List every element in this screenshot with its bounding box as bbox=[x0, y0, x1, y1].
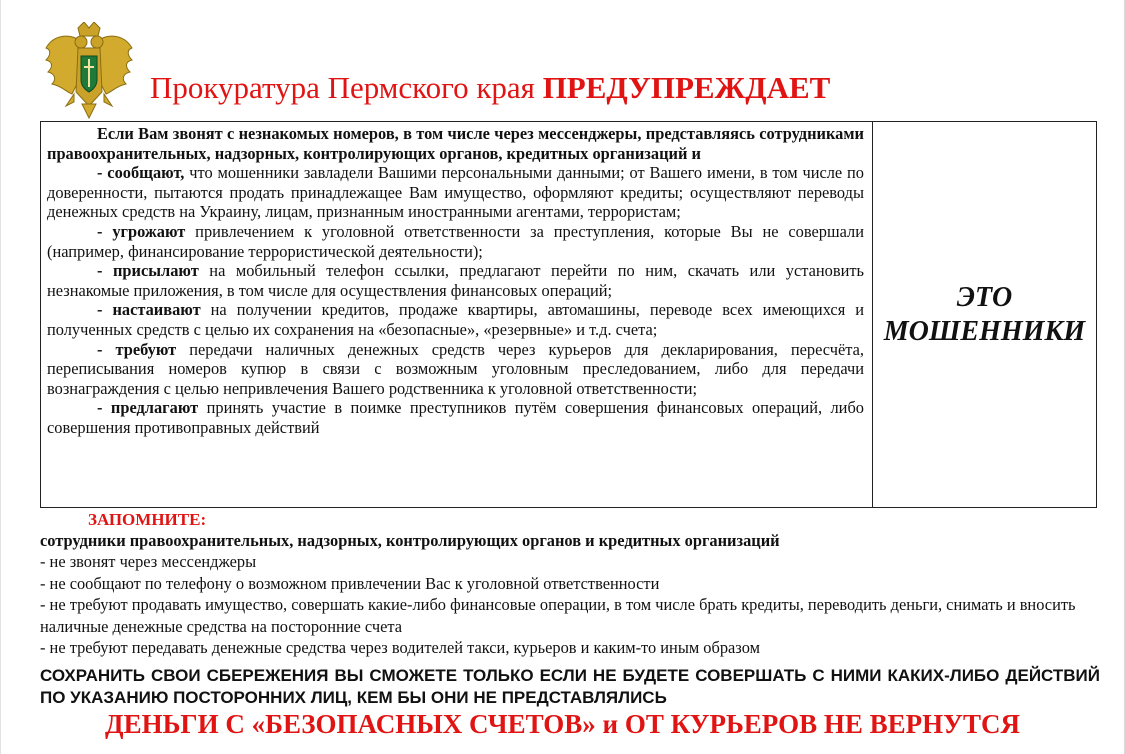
warning-item-verb: - предлагают bbox=[97, 398, 199, 418]
warning-item-verb: - угрожают bbox=[97, 221, 186, 241]
remember-block bbox=[40, 530, 1095, 658]
warning-item-verb: - сообщают, bbox=[97, 163, 185, 183]
remember-point: - не требуют передавать денежные средства через водителей такси, курьеров и каким-то иным образом bbox=[40, 638, 760, 658]
remember-heading: сотрудники правоохранительных, надзорных, контролирующих органов и кредитных организаций bbox=[40, 531, 780, 550]
verdict-cell bbox=[873, 122, 1096, 507]
save-savings-note: СОХРАНИТЬ СВОИ СБЕРЕЖЕНИЯ ВЫ СМОЖЕТЕ ТОЛЬКО ЕСЛИ НЕ БУДЕТЕ СОВЕРШАТЬ С НИМИ КАКИХ-ЛИБО ДЕЙСТВИЙ ПО УКАЗАНИЮ ПОСТОРОННИХ ЛИЦ, КЕМ БЫ ОНИ НЕ ПРЕДСТАВЛЯЛИСЬ bbox=[40, 666, 1100, 707]
warning-item-text: передачи наличных денежных средств через курьеров для декларирования, пересчёта, переписывания номеров купюр в связи с возможным уголовным преследованием, либо для передачи вознаграждения с целью непривлечения Вашего родственника к уголовной ответственности; bbox=[47, 339, 864, 398]
warning-item-text: что мошенники завладели Вашими персональными данными; от Вашего имени, в том числе по доверенности, пытаются продать принадлежащее Вам имущество, оформляют кредиты; осуществляют переводы денежных средств на Украину, лицам, признанным иностранными агентами, террористам; bbox=[47, 163, 864, 222]
warning-item-verb: - настаивают bbox=[97, 300, 201, 320]
warning-item-verb: - присылают bbox=[97, 261, 199, 281]
warning-item-verb: - требуют bbox=[97, 339, 177, 359]
warning-intro bbox=[47, 124, 864, 163]
verdict-line-2: МОШЕННИКИ bbox=[883, 315, 1086, 347]
final-warning: ДЕНЬГИ С «БЕЗОПАСНЫХ СЧЕТОВ» и ОТ КУРЬЕРОВ НЕ ВЕРНУТСЯ bbox=[105, 709, 1020, 739]
title-emphasis: ПРЕДУПРЕЖДАЕТ bbox=[542, 70, 831, 105]
page-title bbox=[150, 70, 830, 106]
warning-item-text: на получении кредитов, продаже квартиры, автомашины, переводе всех имеющихся и полученных средств с целью их сохранения на «безопасные», «резервные» и т.д. счета; bbox=[47, 300, 864, 339]
remember-point: - не требуют продавать имущество, совершать какие-либо финансовые операции, в том числе брать кредиты, переводить деньги, снимать и вносить наличные денежные средства на посторонние счета bbox=[40, 595, 1076, 636]
warning-item bbox=[47, 398, 864, 437]
warning-item bbox=[47, 261, 864, 300]
warning-intro-text: Если Вам звонят с незнакомых номеров, в том числе через мессенджеры, представляясь сотрудниками правоохранительных, надзорных, контролирующих органов, кредитных организаций и bbox=[47, 124, 864, 163]
verdict-line-1: ЭТО bbox=[956, 281, 1013, 313]
warning-item-text: на мобильный телефон ссылки, предлагают перейти по ним, скачать или установить незнакомые приложения, в том числе для осуществления финансовых операций; bbox=[47, 261, 864, 300]
warning-table bbox=[40, 121, 1097, 508]
warning-item bbox=[47, 163, 864, 222]
remember-point: - не сообщают по телефону о возможном привлечении Вас к уголовной ответственности bbox=[40, 573, 660, 593]
warning-item bbox=[47, 300, 864, 339]
warning-item bbox=[47, 340, 864, 399]
warning-item-text: принять участие в поимке преступников путём совершения финансовых операций, либо совершения противоправных действий bbox=[47, 398, 864, 437]
remember-point: - не звонят через мессенджеры bbox=[40, 552, 257, 572]
warning-item bbox=[47, 222, 864, 261]
warning-item-text: привлечением к уголовной ответственности за преступления, которые Вы не совершали (например, финансирование террористической деятельности); bbox=[47, 221, 864, 261]
title-prefix: Прокуратура Пермского края bbox=[150, 70, 543, 105]
prosecutor-emblem-icon bbox=[44, 22, 134, 120]
warning-text-cell bbox=[41, 122, 873, 507]
remember-label: ЗАПОМНИТЕ: bbox=[88, 510, 207, 529]
